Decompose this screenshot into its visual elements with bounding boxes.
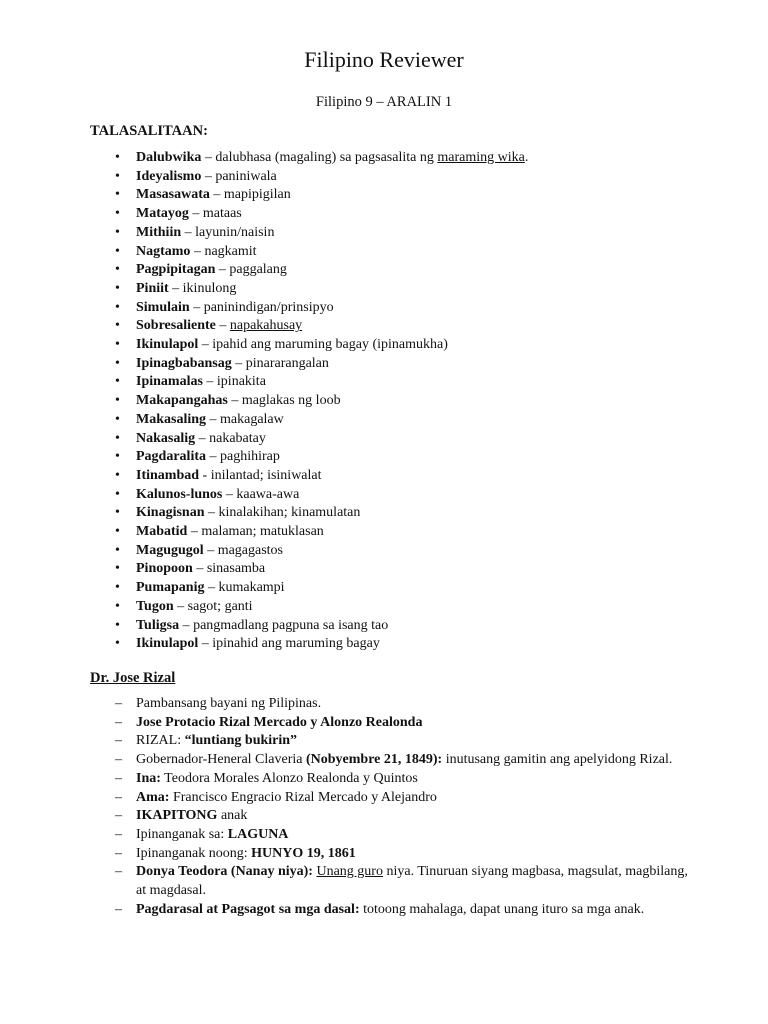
vocab-definition: nagkamit	[204, 243, 257, 259]
vocab-separator: –	[187, 524, 202, 540]
vocab-item	[90, 336, 690, 355]
vocab-term: Nakasalig	[136, 430, 196, 446]
vocab-definition: ipahid ang maruming bagay (ipinamukha)	[212, 337, 448, 353]
fact-bold-text: Pagdarasal at Pagsagot sa mga dasal:	[136, 901, 360, 917]
vocab-separator: –	[203, 542, 218, 558]
vocab-definition: makagalaw	[220, 411, 284, 427]
vocab-definition: nakabatay	[209, 430, 266, 446]
vocab-definition: mataas	[202, 206, 242, 222]
vocab-definition: kinalakihan; kinamulatan	[218, 505, 361, 521]
vocab-term: Mithiin	[136, 224, 182, 240]
vocab-definition: paggalang	[229, 262, 287, 278]
vocab-definition: inilantad; isiniwalat	[210, 467, 322, 483]
fact-bold-text: LAGUNA	[227, 826, 289, 842]
vocab-item	[90, 448, 690, 467]
vocab-separator: –	[198, 337, 213, 353]
vocab-separator: –	[179, 617, 194, 633]
vocab-term: Ikinulapol	[136, 636, 199, 652]
vocab-separator: –	[204, 580, 219, 596]
vocab-term: Makapangahas	[136, 393, 228, 409]
fact-text: Ipinanganak noong:	[136, 845, 252, 861]
vocab-item	[90, 542, 690, 561]
vocab-item	[90, 149, 690, 168]
vocab-separator: –	[190, 243, 205, 259]
vocab-term: Kinagisnan	[136, 505, 205, 521]
vocab-term: Masasawata	[136, 187, 210, 203]
vocab-separator: –	[231, 355, 246, 371]
vocab-term: Ipinamalas	[136, 374, 203, 390]
vocab-separator: –	[227, 393, 242, 409]
rizal-fact-item	[90, 695, 690, 714]
vocab-term: Pagdaralita	[136, 449, 206, 465]
vocab-item	[90, 299, 690, 318]
vocab-item	[90, 486, 690, 505]
vocabulary-heading: TALASALITAAN:	[90, 123, 208, 139]
vocab-separator: –	[192, 561, 207, 577]
vocab-definition: ipinakita	[216, 374, 266, 390]
vocab-term: Makasaling	[136, 411, 207, 427]
fact-text: Ipinanganak sa:	[136, 826, 228, 842]
vocab-definition: magagastos	[217, 542, 284, 558]
fact-text: Teodora Morales Alonzo Realonda y Quintos	[160, 770, 418, 786]
vocab-definition-underlined: napakahusay	[229, 318, 303, 334]
fact-bold-text: Ina:	[136, 770, 161, 786]
vocab-definition: ipinahid ang maruming bagay	[212, 636, 380, 652]
vocab-separator: –	[202, 374, 217, 390]
vocab-item	[90, 617, 690, 636]
vocab-term: Itinambad	[136, 467, 200, 483]
vocab-separator: –	[189, 299, 204, 315]
fact-text: Francisco Engracio Rizal Mercado y Alejandro	[169, 789, 437, 805]
vocab-item	[90, 598, 690, 617]
vocab-separator: –	[173, 598, 188, 614]
vocab-definition: kaawa-awa	[236, 486, 300, 502]
vocab-definition: paniniwala	[215, 168, 277, 184]
rizal-fact-item	[90, 845, 690, 864]
rizal-fact-item	[90, 751, 690, 770]
vocab-definition: malaman; matuklasan	[201, 524, 324, 540]
vocab-term: Piniit	[136, 280, 169, 296]
vocabulary-list	[90, 149, 690, 654]
vocab-definition: paninindigan/prinsipyo	[203, 299, 334, 315]
vocab-separator: –	[204, 505, 219, 521]
rizal-fact-item	[90, 863, 690, 900]
vocab-definition: kumakampi	[218, 580, 285, 596]
vocab-definition: pinararangalan	[245, 355, 329, 371]
vocab-definition: sinasamba	[206, 561, 266, 577]
fact-bold-text: Jose Protacio Rizal Mercado y Alonzo Realonda	[136, 714, 423, 730]
vocab-definition: mapipigilan	[223, 187, 291, 203]
vocab-separator: –	[198, 636, 213, 652]
vocab-separator: –	[181, 224, 196, 240]
fact-bold-text: (Nobyembre 21, 1849):	[305, 752, 443, 768]
fact-text: anak	[217, 808, 248, 824]
vocab-separator: –	[206, 449, 220, 465]
vocab-term: Matayog	[136, 206, 189, 222]
vocab-separator: –	[201, 150, 216, 165]
vocab-definition: layunin/naisin	[195, 224, 275, 240]
fact-bold-text: Ama:	[136, 789, 170, 805]
vocab-item	[90, 560, 690, 579]
rizal-fact-item	[90, 901, 690, 920]
fact-underlined-text: Unang guro	[316, 864, 383, 880]
vocab-separator: –	[195, 430, 210, 446]
rizal-facts-list	[90, 695, 690, 919]
fact-bold-text: “luntiang bukirin”	[184, 733, 298, 749]
vocab-term: Pagpipitagan	[136, 262, 216, 278]
vocab-definition: dalubhasa (magaling) sa pagsasalita ng	[215, 150, 438, 165]
vocab-term: Pinopoon	[136, 561, 193, 577]
vocab-term: Tugon	[136, 598, 174, 614]
vocab-definition-end: .	[524, 150, 529, 165]
vocab-term: Sobresaliente	[136, 318, 216, 334]
vocab-term: Tuligsa	[136, 617, 180, 633]
rizal-fact-item	[90, 732, 690, 751]
rizal-heading: Dr. Jose Rizal	[90, 670, 176, 686]
vocab-separator: –	[206, 411, 221, 427]
vocab-term: Simulain	[136, 299, 190, 315]
rizal-fact-item	[90, 770, 690, 789]
vocab-term: Ipinagbabansag	[136, 355, 232, 371]
vocab-item	[90, 224, 690, 243]
vocab-item	[90, 467, 690, 486]
vocab-term: Ideyalismo	[136, 168, 202, 184]
vocab-definition-underlined: maraming wika	[437, 150, 525, 165]
fact-text: Gobernador-Heneral Claveria	[136, 752, 306, 768]
vocab-separator: –	[201, 168, 216, 184]
rizal-fact-item	[90, 807, 690, 826]
vocab-item	[90, 373, 690, 392]
vocab-definition: paghihirap	[220, 449, 280, 465]
vocab-item	[90, 261, 690, 280]
vocab-term: Pumapanig	[136, 580, 205, 596]
vocab-item	[90, 411, 690, 430]
vocab-term: Dalubwika	[136, 150, 202, 165]
document-title: Filipino Reviewer	[304, 47, 464, 72]
fact-bold-text: IKAPITONG	[136, 808, 218, 824]
vocab-definition: sagot; ganti	[187, 598, 253, 614]
fact-text: niya. Tinuruan siyang magbasa, magsulat, magbilang, at magdasal.	[136, 864, 688, 899]
rizal-fact-item	[90, 789, 690, 808]
vocab-term: Magugugol	[136, 542, 204, 558]
vocab-term: Ikinulapol	[136, 337, 199, 353]
vocab-definition: maglakas ng loob	[241, 393, 341, 409]
vocab-item	[90, 430, 690, 449]
vocab-item	[90, 579, 690, 598]
vocab-item	[90, 317, 690, 336]
document-subtitle: Filipino 9 – ARALIN 1	[315, 94, 453, 110]
vocab-separator: –	[209, 187, 224, 203]
rizal-fact-item	[90, 826, 690, 845]
fact-text: RIZAL:	[136, 733, 185, 749]
vocab-term: Kalunos-lunos	[136, 486, 223, 502]
vocab-item	[90, 280, 690, 299]
vocab-item	[90, 205, 690, 224]
vocab-separator: –	[188, 206, 203, 222]
fact-text: totoong mahalaga, dapat unang ituro sa mga anak.	[359, 901, 645, 917]
vocab-term: Nagtamo	[136, 243, 191, 259]
vocab-separator: -	[199, 467, 211, 483]
fact-bold-text: HUNYO 19, 1861	[251, 845, 356, 861]
vocab-definition: ikinulong	[182, 280, 237, 296]
rizal-fact-item	[90, 714, 690, 733]
vocab-definition: pangmadlang pagpuna sa isang tao	[193, 617, 389, 633]
vocab-item	[90, 635, 690, 654]
vocab-item	[90, 504, 690, 523]
vocab-separator: –	[215, 262, 230, 278]
vocab-item	[90, 523, 690, 542]
fact-text: Pambansang bayani ng Pilipinas.	[136, 696, 322, 711]
vocab-separator: –	[222, 486, 237, 502]
vocab-term: Mabatid	[136, 524, 188, 540]
vocab-separator: –	[168, 280, 183, 296]
vocab-item	[90, 186, 690, 205]
vocab-item	[90, 168, 690, 187]
vocab-item	[90, 392, 690, 411]
vocab-separator: –	[215, 318, 230, 334]
fact-bold-text: Donya Teodora (Nanay niya):	[136, 864, 313, 880]
vocab-item	[90, 243, 690, 262]
vocab-item	[90, 355, 690, 374]
fact-text: inutusang gamitin ang apelyidong Rizal.	[442, 752, 673, 768]
